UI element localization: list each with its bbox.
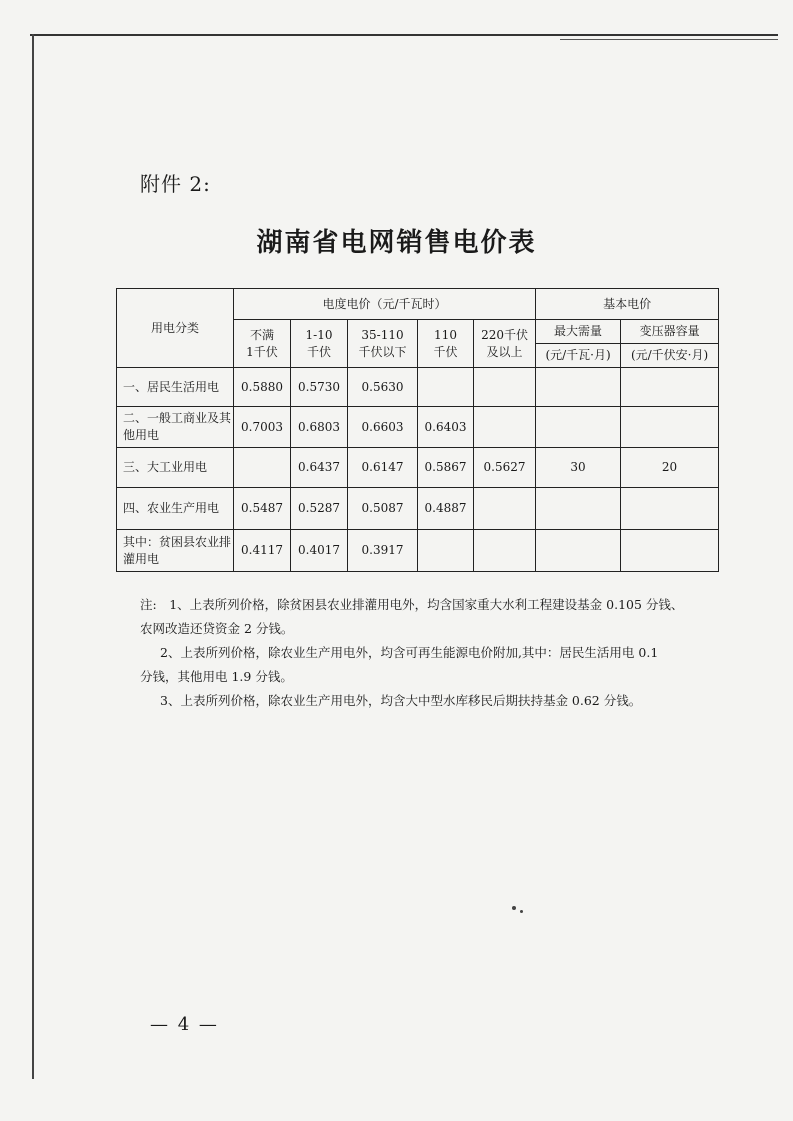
price-cell: 0.4017 xyxy=(291,530,348,572)
price-cell xyxy=(536,407,621,448)
price-cell xyxy=(536,488,621,530)
row-category: 四、农业生产用电 xyxy=(117,488,234,530)
scan-border-top xyxy=(30,34,778,36)
price-cell: 0.5867 xyxy=(418,448,474,488)
table-row xyxy=(117,488,719,530)
price-cell: 0.4117 xyxy=(234,530,291,572)
price-cell xyxy=(536,368,621,407)
price-cell: 0.3917 xyxy=(348,530,418,572)
row-category: 一、居民生活用电 xyxy=(117,368,234,407)
price-cell xyxy=(536,530,621,572)
page-number: — 4 — xyxy=(150,1014,219,1035)
note-1-line-1: 注: 1、上表所列价格，除贫困县农业排灌用电外，均含国家重大水利工程建设基金 0.105 分钱、 xyxy=(140,597,684,612)
voltage-header: 110 千伏 xyxy=(418,320,474,368)
note-1-line-2: 农网改造还贷资金 2 分钱。 xyxy=(140,621,294,636)
price-cell: 0.5087 xyxy=(348,488,418,530)
energy-price-header: 电度电价（元/千瓦时） xyxy=(234,289,536,320)
note-2-line-2: 分钱，其他用电 1.9 分钱。 xyxy=(140,669,293,684)
table-row xyxy=(117,530,719,572)
row-category: 三、大工业用电 xyxy=(117,448,234,488)
table-row xyxy=(117,407,719,448)
row-category: 二、一般工商业及其他用电 xyxy=(117,407,234,448)
voltage-header: 35-110 千伏以下 xyxy=(348,320,418,368)
note-3: 3、上表所列价格，除农业生产用电外，均含大中型水库移民后期扶持基金 0.62 分钱。 xyxy=(160,693,642,708)
price-cell xyxy=(621,488,719,530)
price-cell: 0.5630 xyxy=(348,368,418,407)
price-cell: 0.6803 xyxy=(291,407,348,448)
page-title: 湖南省电网销售电价表 xyxy=(256,228,537,258)
capacity-header: 变压器容量 xyxy=(621,320,719,344)
price-cell xyxy=(474,488,536,530)
scan-speck xyxy=(520,910,523,913)
price-cell: 30 xyxy=(536,448,621,488)
row-category: 其中：贫困县农业排灌用电 xyxy=(117,530,234,572)
price-cell xyxy=(418,530,474,572)
demand-unit: (元/千瓦·月) xyxy=(536,344,621,368)
capacity-unit: (元/千伏安·月) xyxy=(621,344,719,368)
voltage-header: 220千伏 及以上 xyxy=(474,320,536,368)
basic-price-header: 基本电价 xyxy=(536,289,719,320)
price-cell: 0.6603 xyxy=(348,407,418,448)
voltage-header: 不满 1千伏 xyxy=(234,320,291,368)
price-cell xyxy=(474,407,536,448)
scan-border-top-inner xyxy=(560,39,778,40)
price-table xyxy=(116,288,719,572)
price-cell: 0.5730 xyxy=(291,368,348,407)
price-cell: 20 xyxy=(621,448,719,488)
price-cell: 0.4887 xyxy=(418,488,474,530)
scan-speck xyxy=(512,906,516,910)
voltage-header: 1-10 千伏 xyxy=(291,320,348,368)
price-cell: 0.5487 xyxy=(234,488,291,530)
price-cell xyxy=(474,530,536,572)
table-row xyxy=(117,368,719,407)
price-cell: 0.7003 xyxy=(234,407,291,448)
price-cell xyxy=(474,368,536,407)
price-cell: 0.6147 xyxy=(348,448,418,488)
price-cell xyxy=(621,368,719,407)
attachment-label: 附件 2: xyxy=(140,172,211,196)
table-row xyxy=(117,448,719,488)
price-cell: 0.6403 xyxy=(418,407,474,448)
price-cell xyxy=(621,407,719,448)
category-header: 用电分类 xyxy=(117,289,234,368)
price-cell: 0.5287 xyxy=(291,488,348,530)
demand-header: 最大需量 xyxy=(536,320,621,344)
price-cell: 0.6437 xyxy=(291,448,348,488)
notes xyxy=(140,593,700,713)
price-cell: 0.5627 xyxy=(474,448,536,488)
price-cell xyxy=(418,368,474,407)
note-2-line-1: 2、上表所列价格，除农业生产用电外，均含可再生能源电价附加,其中：居民生活用电 0.1 xyxy=(160,645,659,660)
price-cell xyxy=(234,448,291,488)
price-cell xyxy=(621,530,719,572)
scan-border-left xyxy=(32,34,34,1079)
price-cell: 0.5880 xyxy=(234,368,291,407)
